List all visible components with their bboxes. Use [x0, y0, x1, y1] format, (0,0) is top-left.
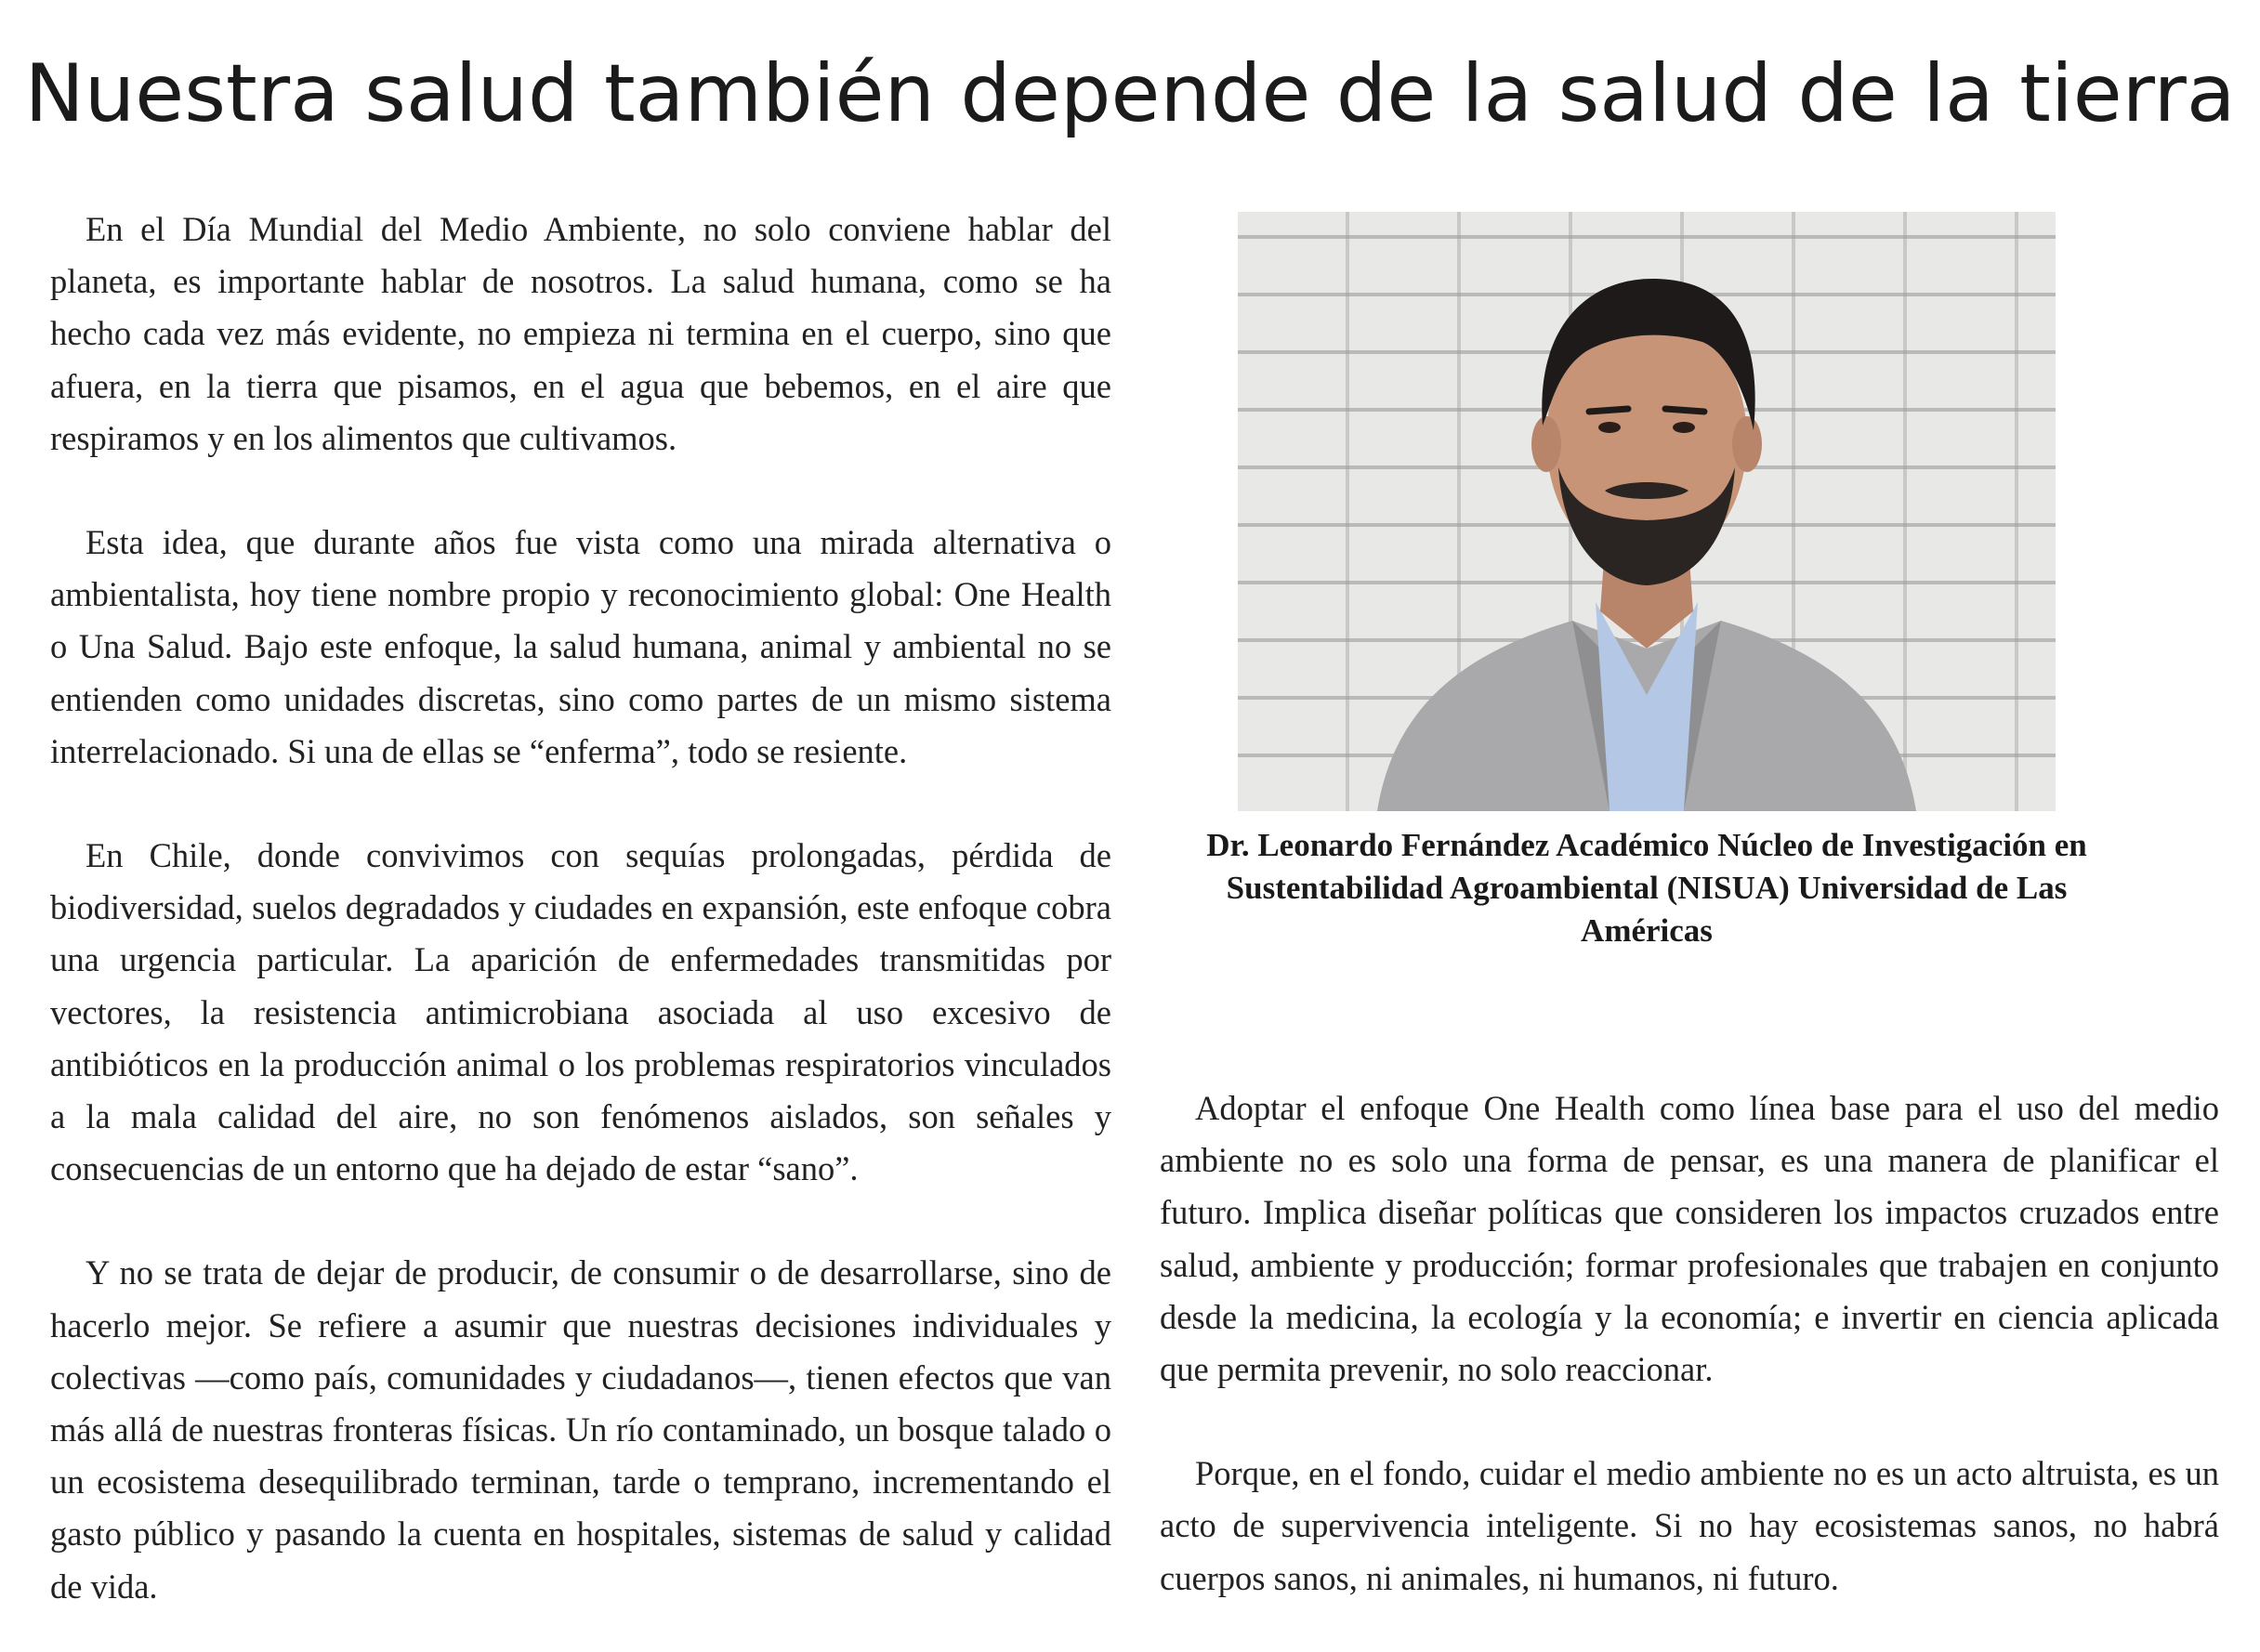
author-portrait-illustration [1238, 212, 2056, 811]
paragraph: Adoptar el enfoque One Health como línea base para el uso del medio ambiente no es solo una forma de pensar, es una manera de planificar el futuro. Implica diseñar políticas que consideren los impactos cruzados entre salud, ambiente y producción; formar profesionales que trabajen en conjunto desde la medicina, la ecología y la economía; e invertir en ciencia aplicada que permita prevenir, no solo reaccionar. [1160, 1089, 2219, 1389]
paragraph: En el Día Mundial del Medio Ambiente, no solo conviene hablar del planeta, es importante hablar de nosotros. La salud humana, como se ha hecho cada vez más evidente, no empieza ni termina en el cuerpo, sino que afuera, en la tierra que pisamos, en el agua que bebemos, en el aire que respiramos y en los alimentos que cultivamos. [50, 210, 1111, 457]
paragraph: Porque, en el fondo, cuidar el medio ambiente no es un acto altruista, es un acto de supervivencia inteligente. Si no hay ecosistemas sanos, no habrá cuerpos sanos, ni animales, ni humanos, ni futuro. [1160, 1454, 2219, 1597]
photo-caption: Dr. Leonardo Fernández Académico Núcleo de Investigación en Sustentabilidad Agroambiental (NISUA) Universidad de Las Américas [1206, 827, 2087, 949]
paragraph: En Chile, donde convivimos con sequías prolongadas, pérdida de biodiversidad, suelos degradados y ciudades en expansión, este enfoque cobra una urgencia particular. La aparición de enfermedades transmitidas por vectores, la resistencia antimicrobiana asociada al uso excesivo de antibióticos en la producción animal o los problemas respiratorios vinculados a la mala calidad del aire, no son fenómenos aislados, son señales y consecuencias de un entorno que ha dejado de estar “sano”. [50, 836, 1111, 1188]
paragraph: Y no se trata de dejar de producir, de consumir o de desarrollarse, sino de hacerlo mejor. Se refiere a asumir que nuestras decisiones individuales y colectivas —como país, comunidades y ciudadanos—, tienen efectos que van más allá de nuestras fronteras físicas. Un río contaminado, un bosque talado o un ecosistema desequilibrado terminan, tarde o temprano, incrementando el gasto público y pasando la cuenta en hospitales, sistemas de salud y calidad de vida. [50, 1253, 1111, 1606]
article-title: Nuestra salud también depende de la salud de la tierra [24, 47, 2236, 140]
right-column [1160, 1082, 2219, 1605]
paragraph: Esta idea, que durante años fue vista como una mirada alternativa o ambientalista, hoy tiene nombre propio y reconocimiento global: One Health o Una Salud. Bajo este enfoque, la salud humana, animal y ambiental no se entienden como unidades discretas, sino como partes de un mismo sistema interrelacionado. Si una de ellas se “enferma”, todo se resiente. [50, 523, 1111, 770]
left-column [50, 203, 1111, 1613]
author-photo [1238, 212, 2056, 811]
